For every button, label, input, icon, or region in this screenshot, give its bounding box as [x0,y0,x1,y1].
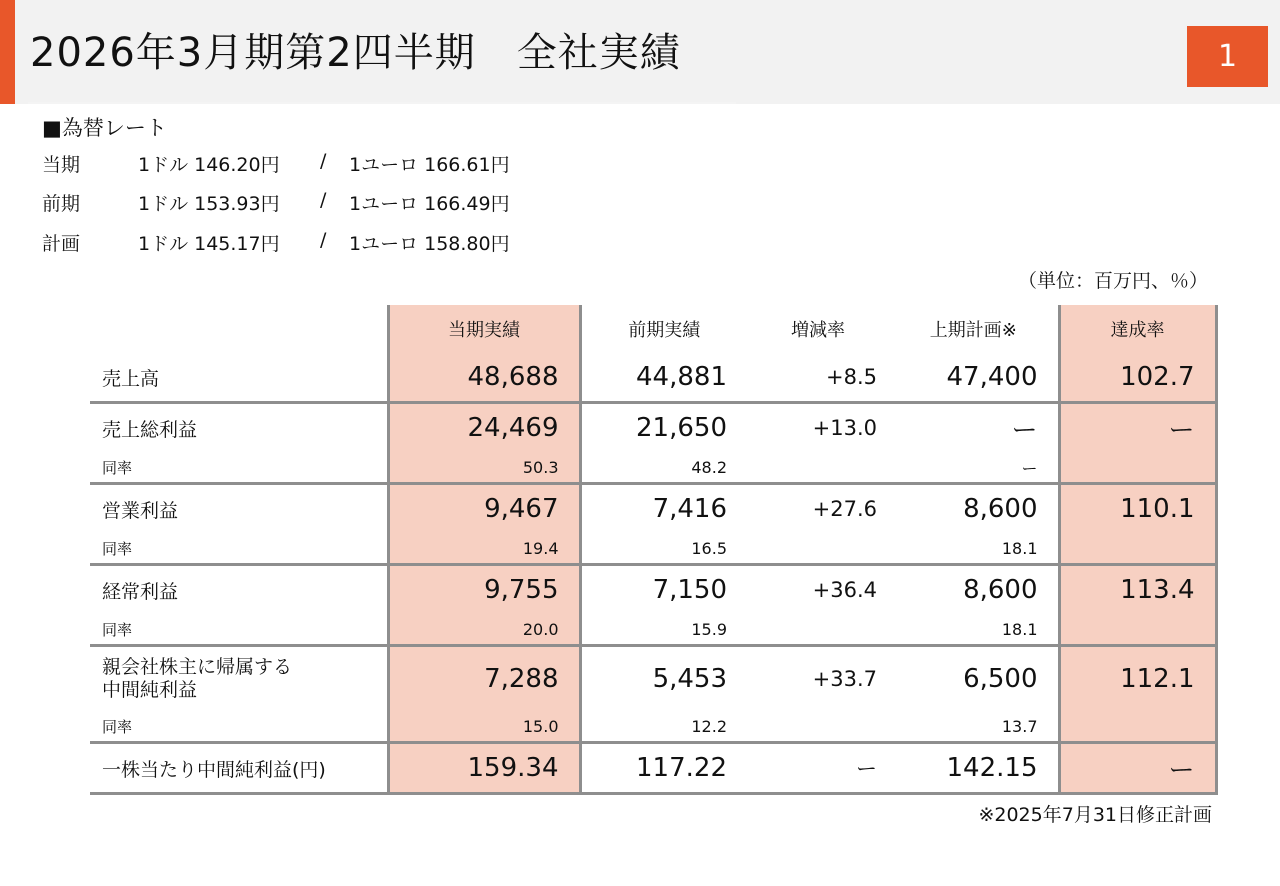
current-value: 9,755 [388,565,580,615]
table-row [90,614,1216,646]
fx-usd-rate: 1ドル 153.93円 [138,193,280,215]
achievement-rate: 112.1 [1059,646,1216,712]
fx-label: 計画 [42,233,81,255]
plan-value: 8,600 [963,494,1038,524]
prior-value: 44,881 [580,353,747,403]
prior-value: 16.5 [580,533,747,565]
fx-separator: / [320,150,327,172]
fx-eur-rate: 1ユーロ 166.49円 [349,193,510,215]
change-rate [747,614,889,646]
fx-label: 前期 [42,193,81,215]
row-label: 売上総利益 [102,418,198,441]
prior-value: 48.2 [580,452,747,484]
header-cell: 達成率 [1059,305,1216,353]
unit-note: （単位：百万円、％） [1017,270,1208,292]
table-row [90,743,1216,794]
current-value: 50.3 [388,452,580,484]
header-cell: 増減率 [791,320,845,341]
plan-value: 13.7 [889,711,1059,743]
header-cell [90,305,388,353]
prior-value: 15.9 [580,614,747,646]
results-table [90,305,1218,795]
row-label [90,646,388,712]
achievement-rate: ー [1059,743,1216,794]
plan-value: 18.1 [889,614,1059,646]
change-rate: +13.0 [812,416,877,440]
plan-value: ー [1011,415,1038,446]
achievement-rate [1059,452,1216,484]
fx-section-title: ■為替レート [42,116,167,140]
table-header-row [90,305,1216,353]
prior-value: 117.22 [580,743,747,794]
current-value: 19.4 [388,533,580,565]
table-row [90,403,1216,453]
plan-value: 8,600 [963,575,1038,605]
change-rate: +33.7 [812,667,877,691]
fx-label: 当期 [42,154,81,176]
divider [28,102,736,104]
achievement-rate: 113.4 [1059,565,1216,615]
change-rate [747,452,889,484]
table-row [90,484,1216,534]
change-rate [747,533,889,565]
achievement-rate: 110.1 [1059,484,1216,534]
current-value: 15.0 [388,711,580,743]
change-rate: +8.5 [747,353,889,403]
fx-eur-rate: 1ユーロ 158.80円 [349,233,510,255]
plan-value: 142.15 [889,743,1059,794]
plan-value: ー [889,452,1059,484]
prior-value: 21,650 [580,403,747,453]
table-row [90,711,1216,743]
row-label: 同率 [90,711,388,743]
row-label-line: 中間純利益 [102,679,198,701]
row-label: 営業利益 [102,499,179,522]
current-value: 20.0 [388,614,580,646]
fx-separator: / [320,189,327,211]
accent-bar [0,0,15,104]
header-cell: 上期計画※ [929,320,1017,341]
achievement-rate [1059,614,1216,646]
row-label: 一株当たり中間純利益(円) [90,743,388,794]
row-label: 経常利益 [102,580,179,603]
fx-eur-rate: 1ユーロ 166.61円 [349,154,510,176]
table-row [90,452,1216,484]
table-row [90,646,1216,712]
row-label: 売上高 [90,353,388,403]
current-value: 159.34 [388,743,580,794]
row-label-line: 親会社株主に帰属する [102,656,293,678]
prior-value: 7,416 [580,484,747,534]
fx-usd-rate: 1ドル 145.17円 [138,233,280,255]
page-number-badge: 1 [1187,26,1268,87]
fx-usd-rate: 1ドル 146.20円 [138,154,280,176]
plan-value: 6,500 [963,664,1038,694]
achievement-rate: 102.7 [1059,353,1216,403]
prior-value: 7,150 [580,565,747,615]
plan-value: 47,400 [889,353,1059,403]
fx-separator: / [320,229,327,251]
header-cell: 当期実績 [388,305,580,353]
table-row [90,533,1216,565]
table-row [90,353,1216,403]
change-rate: +27.6 [812,497,877,521]
achievement-rate [1059,533,1216,565]
table-row [90,565,1216,615]
plan-value: 18.1 [889,533,1059,565]
header-cell: 前期実績 [580,305,747,353]
change-rate: ー [747,743,889,794]
achievement-rate [1059,711,1216,743]
row-label: 同率 [90,533,388,565]
prior-value: 12.2 [580,711,747,743]
page-title: 2026年3月期第2四半期 全社実績 [30,30,681,76]
change-rate: +36.4 [812,578,877,602]
current-value: 48,688 [388,353,580,403]
current-value: 9,467 [388,484,580,534]
current-value: 7,288 [388,646,580,712]
change-rate [747,711,889,743]
row-label: 同率 [90,452,388,484]
current-value: 24,469 [388,403,580,453]
prior-value: 5,453 [580,646,747,712]
row-label: 同率 [90,614,388,646]
footnote: ※2025年7月31日修正計画 [978,804,1212,826]
achievement-rate: ー [1059,403,1216,453]
